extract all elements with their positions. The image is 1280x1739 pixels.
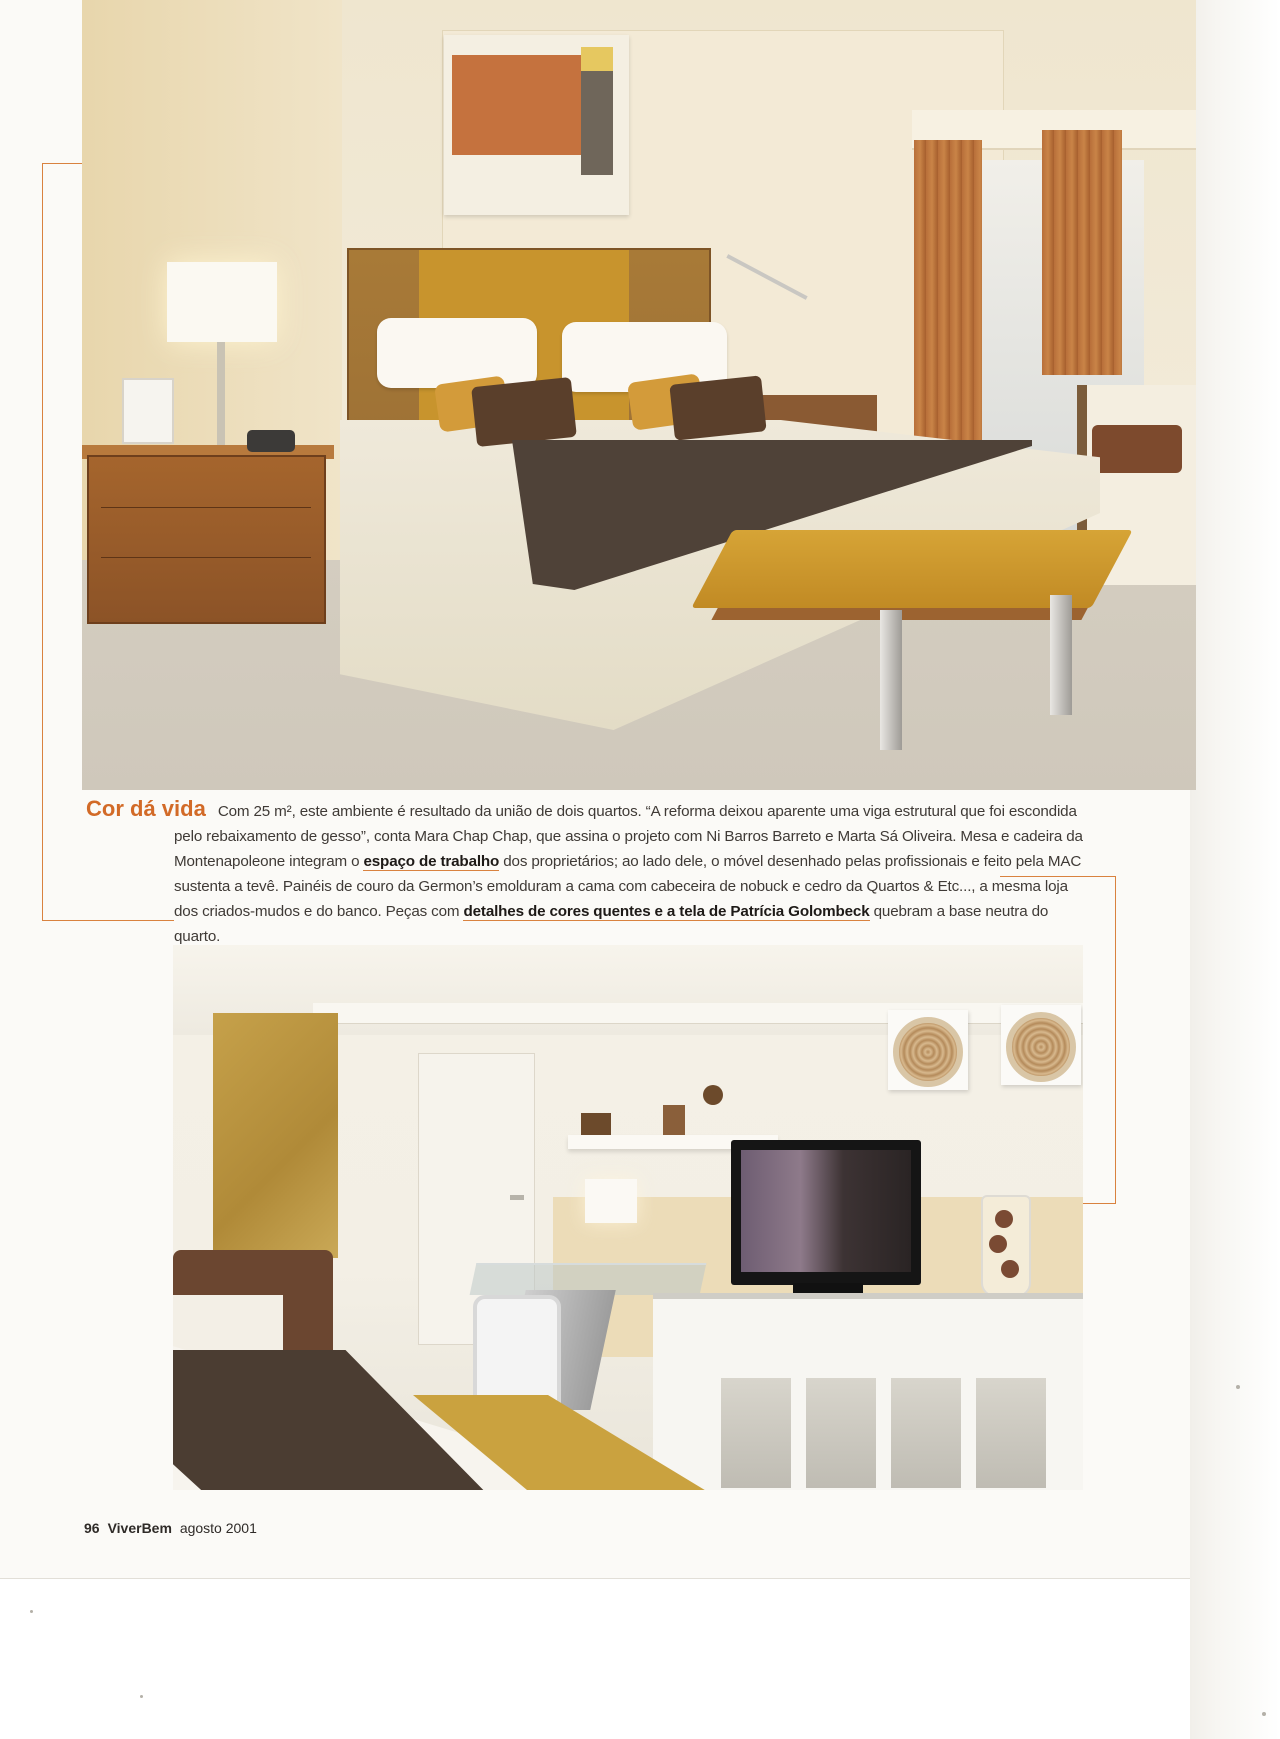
frame-line [42,163,82,164]
cabinet-door [888,1375,964,1490]
scan-speck [1262,1712,1266,1716]
accent-pillow [471,377,577,447]
medallion-art [893,1017,963,1087]
scan-speck [140,1695,143,1698]
cabinet-door [718,1375,794,1490]
gold-wall-art [213,1013,338,1258]
shelf-object [663,1105,685,1135]
caption-line: dos criados-mudos e do banco. Peças com [174,903,460,920]
magazine-name: ViverBem [107,1520,172,1536]
bench-leg [1050,595,1072,715]
scan-fold-line [0,1578,1190,1579]
bench-leg [880,610,902,750]
pillow [377,318,537,388]
television-screen [741,1150,911,1272]
cabinet-door [973,1375,1049,1490]
page-number: 96 [84,1520,100,1536]
workspace-photo [173,945,1083,1490]
caption-kicker: Cor dá vida [86,796,206,821]
caption-line: sustenta a tevê. Painéis de couro da Germon’s emolduram a cama com cabeceira de nobuck e cedro da Quartos & Etc..., a mesma loja [174,878,1068,895]
medallion-art [1006,1012,1076,1082]
frame-line [1115,876,1116,1204]
decor-ball [1001,1260,1019,1278]
wall-artwork [444,35,629,215]
table-lamp-base [217,342,225,452]
caption-line: pelo rebaixamento de gesso”, conta Mara Chap Chap, que assina o projeto com Ni Barros Barreto e Marta Sá Oliveira. Mesa e cadeira da [174,828,1083,845]
armchair-seat [173,1295,283,1355]
table-lamp [167,262,277,342]
frame-line [42,163,43,920]
nightstand [87,455,326,624]
cabinet-door [803,1375,879,1490]
accent-pillow [669,375,766,440]
desk-lamp [585,1179,637,1223]
caption-line: Com 25 m², este ambiente é resultado da união de dois quartos. “A reforma deixou aparente uma viga estrutural que foi escondida [217,803,1077,820]
shelf-object [703,1085,723,1105]
photo-caption [86,796,1096,949]
caption-line: quebram a base neutra do quarto. [174,903,1049,945]
caption-line: Montenapoleone integram o [174,853,360,870]
scan-page-edge [1190,0,1280,1739]
frame-line [1083,1203,1116,1204]
decor-ball [995,1210,1013,1228]
door-handle [510,1195,524,1200]
picture-frame [122,378,174,444]
telephone [247,430,295,452]
caption-highlight: espaço de trabalho [363,853,500,870]
decor-ball [989,1235,1007,1253]
bedroom-photo [82,0,1196,790]
curtain-left [914,140,982,440]
shelf-object [581,1113,611,1135]
caption-line: dos proprietários; ao lado dele, o móvel desenhado pelas profissionais e feito pela MAC [503,853,1082,870]
curtain-right [1042,130,1122,375]
caption-highlight: detalhes de cores quentes e a tela de Patrícia Golombeck [463,903,870,920]
scan-speck [1236,1385,1240,1389]
scan-speck [30,1610,33,1613]
page-margin [0,1578,1190,1739]
page-folio [84,1520,257,1536]
issue-date: agosto 2001 [179,1520,257,1536]
